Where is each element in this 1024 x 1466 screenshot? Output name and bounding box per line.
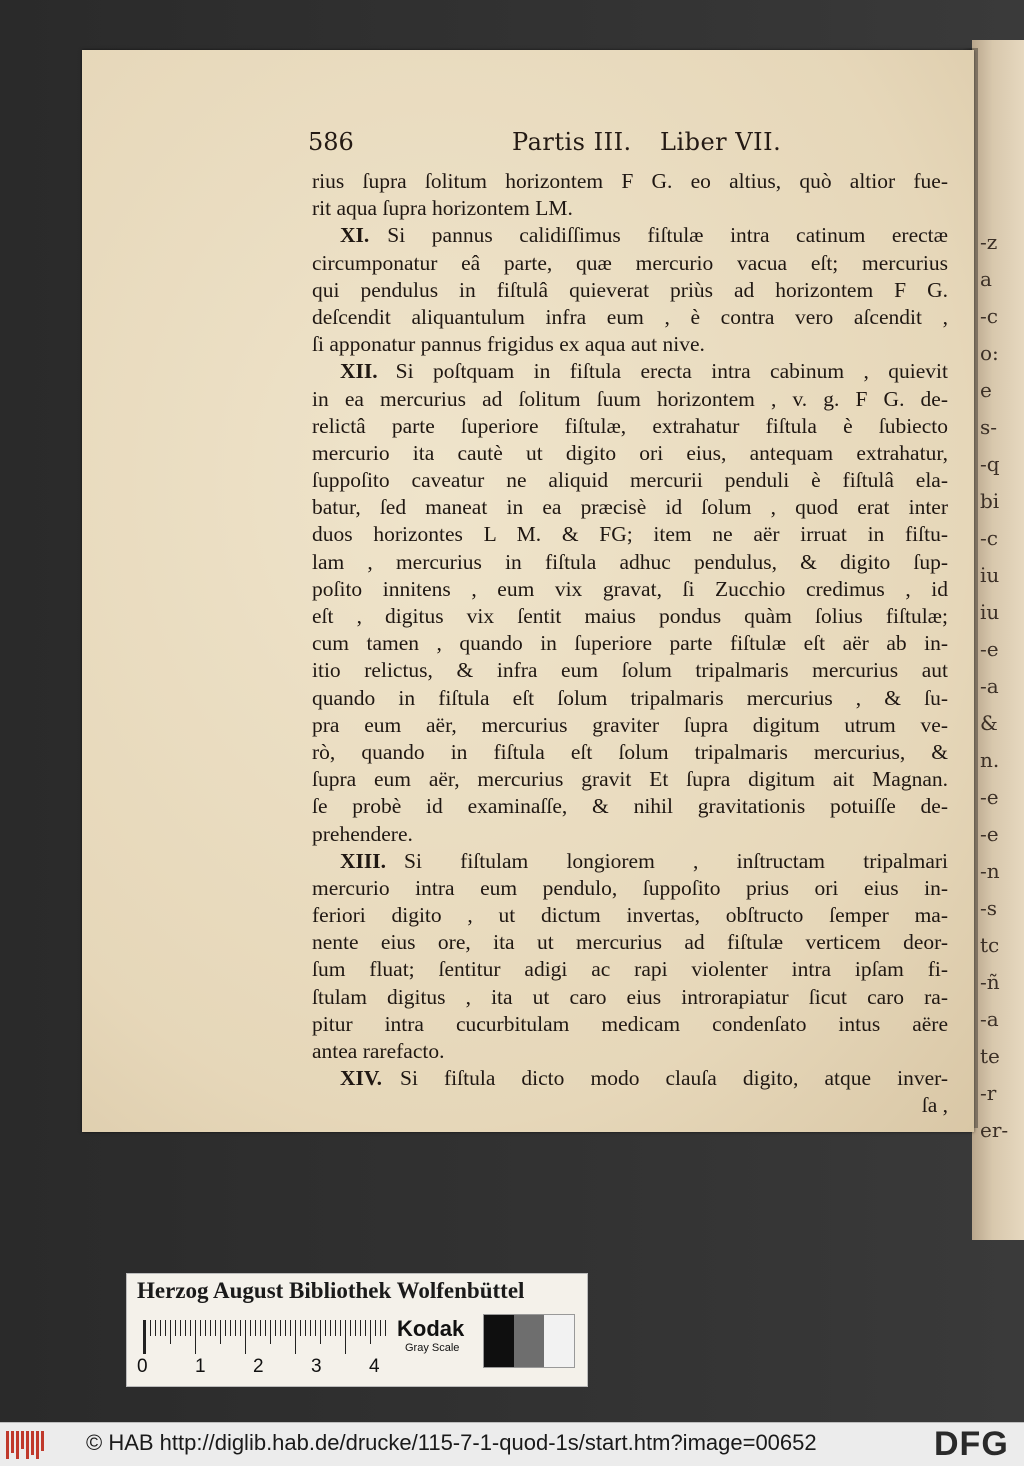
line-text: pitur intra cucurbitulam medicam condenſato intus aëre [312,1011,948,1036]
line-text: itio relictus, & infra eum ſolum tripalmaris mercurius aut [312,658,948,683]
adjacent-text-fragment: iu [980,563,1000,587]
text-line [312,195,948,222]
text-line [312,793,948,820]
ruler-tick [360,1320,361,1336]
line-text: feriori digito , ut dictum invertas, obſtructo ſemper ma- [312,903,948,928]
ruler-tick [340,1320,341,1336]
ruler-tick [170,1320,171,1344]
ruler-scale [143,1320,385,1354]
line-text: ſe probè id examinaſſe, & nihil gravitationis potuiſſe de- [312,794,948,819]
adjacent-text-fragment: -a [980,1007,999,1031]
ruler-tick [195,1320,196,1354]
text-line [312,848,948,875]
ruler-tick [245,1320,246,1354]
line-text: mercurio ita cautè ut digito ori eius, antequam extrahatur, [312,440,948,465]
ruler-tick [370,1320,371,1344]
adjacent-text-fragment: s- [980,415,998,439]
adjacent-text-fragment: o: [980,341,999,365]
adjacent-text-fragment: & [980,711,998,735]
adjacent-text-fragment: -r [980,1081,997,1105]
body-text [312,168,948,1120]
adjacent-text-fragment: n. [980,748,1000,772]
ruler-tick [315,1320,316,1336]
text-line [312,821,948,848]
adjacent-text-fragment: bi [980,489,1000,513]
ruler-tick [330,1320,331,1336]
line-text: nente eius ore, ita ut mercurius ad fiſtulæ verticem deor- [312,930,948,955]
line-text: Si poſtquam in fiſtula erecta intra cabinum , quievit [395,359,948,384]
adjacent-text-fragment: -e [980,785,999,809]
text-line [312,984,948,1011]
ruler-number: 1 [195,1356,206,1377]
line-text: deſcendit aliquantulum infra eum , è contra vero aſcendit , [312,304,948,329]
line-text: mercurio intra eum pendulo, ſuppoſito prius ori eius in- [312,875,948,900]
line-text: eſt , digitus vix ſentit maius pondus quàm ſolius fiſtulæ; [312,604,948,628]
line-text: lam , mercurius in fiſtula adhuc pendulus, & digito ſup- [312,549,948,574]
color-scale-card [126,1273,588,1387]
line-text: quando in fiſtula eſt ſolum tripalmaris mercurius , & ſu- [312,685,948,710]
line-text: rit aqua ſupra horizontem LM. [312,196,573,221]
ruler-tick [260,1320,261,1336]
adjacent-text-fragment: -s [980,896,998,920]
ruler-tick [185,1320,186,1336]
kodak-logo: Kodak [397,1316,465,1341]
barcode-bar [31,1431,34,1455]
copyright-link[interactable]: © HAB http://diglib.hab.de/drucke/115-7-1-quod-1s/start.htm?image=00652 [86,1430,817,1455]
adjacent-text-fragment: te [980,1044,1000,1068]
ruler-tick [270,1320,271,1344]
ruler-tick [220,1320,221,1344]
adjacent-text-fragment: iu [980,600,1000,624]
text-line [312,1092,948,1119]
adjacent-text-fragment: -a [980,674,999,698]
barcode-icon [6,1431,46,1459]
ruler-tick [145,1320,146,1354]
text-line [312,358,948,385]
line-text: poſito innitens , eum vix gravat, ſi Zucchio credimus , id [312,576,948,601]
ruler-tick [240,1320,241,1336]
gray-swatch [544,1315,574,1367]
ruler-tick [305,1320,306,1336]
ruler-tick [290,1320,291,1336]
barcode-bar [11,1431,14,1453]
ruler-tick [235,1320,236,1336]
running-head-part: Partis III. [512,128,632,156]
library-name: Herzog August Bibliothek Wolfenbüttel [137,1278,525,1303]
barcode-bar [16,1431,19,1459]
text-line [312,630,948,657]
adjacent-text-fragment: -c [980,526,998,550]
ruler-tick [295,1320,296,1354]
barcode-bar [26,1431,29,1459]
gray-swatch [514,1315,544,1367]
ruler-tick [345,1320,346,1354]
text-line [312,1038,948,1065]
line-text: qui pendulus in fiſtulâ quieverat priùs ad horizontem F G. [312,277,948,302]
ruler-number: 0 [137,1356,148,1377]
gray-scale-label: Gray Scale [405,1342,460,1354]
text-line [312,712,948,739]
ruler-number: 4 [369,1356,380,1377]
running-head-liber: Liber VII. [660,128,782,156]
line-text: circumponatur eâ parte, quæ mercurio vacua eſt; mercurius [312,250,948,275]
line-text: ſupra eum aër, mercurius gravit Et ſupra digitum ait Magnan. [312,767,948,792]
barcode-bar [41,1431,44,1451]
text-line [312,304,948,331]
line-text: ſi apponatur pannus frigidus ex aqua aut nive. [312,332,705,357]
ruler-tick [150,1320,151,1336]
ruler-tick [320,1320,321,1344]
ruler-tick [355,1320,356,1336]
line-text: antea rarefacto. [312,1039,445,1063]
dfg-logo[interactable]: DFG [934,1425,1009,1463]
page-number: 586 [308,128,354,156]
ruler-tick [350,1320,351,1336]
line-text: batur, ſed maneat in ea præcisè id ſolum , quod erat inter [312,495,948,520]
text-line [312,521,948,548]
gray-swatch [484,1315,514,1367]
line-text: Si pannus calidiſſimus fiſtulæ intra catinum erectæ [387,223,948,248]
line-text: cum tamen , quando in ſuperiore parte fiſtulæ eſt aër ab in- [312,631,948,656]
adjacent-text-fragment: e [980,378,992,402]
ruler-tick [285,1320,286,1336]
section-numeral: XII. [340,359,378,384]
adjacent-text-fragment: er- [980,1118,1009,1142]
ruler-tick [380,1320,381,1336]
adjacent-page-edge [972,40,1024,1240]
text-line [312,467,948,494]
ruler-tick [335,1320,336,1336]
ruler-number: 3 [311,1356,322,1377]
ruler-tick [385,1320,386,1336]
text-line [312,576,948,603]
line-text: Si fiſtula dicto modo clauſa digito, atque inver- [400,1066,948,1091]
ruler-tick [230,1320,231,1336]
line-text: ſtulam digitus , ita ut caro eius introrapiatur ſicut caro ra- [312,984,948,1009]
ruler-tick [275,1320,276,1336]
ruler-tick [225,1320,226,1336]
line-text: in ea mercurius ad ſolitum ſuum horizontem , v. g. F G. de- [312,386,948,411]
ruler-tick [215,1320,216,1336]
ruler-tick [165,1320,166,1336]
text-line [312,1011,948,1038]
text-line [312,549,948,576]
ruler-tick [210,1320,211,1336]
ruler-tick [310,1320,311,1336]
text-line [312,168,948,195]
text-line [312,1065,948,1092]
adjacent-text-fragment: -z [980,230,998,254]
ruler-number: 2 [253,1356,264,1377]
line-text: ſum fluat; ſentitur adigi ac rapi violenter intra ipſam fi- [312,957,948,982]
text-line [312,440,948,467]
section-numeral: XIII. [340,848,387,873]
ruler-tick [280,1320,281,1336]
running-head [230,128,790,162]
line-text: ſa , [921,1093,948,1118]
adjacent-text-fragment: a [980,267,992,291]
barcode-bar [21,1431,24,1449]
adjacent-text-fragment: -e [980,637,999,661]
viewer-footer [0,1422,1024,1466]
ruler-tick [250,1320,251,1336]
adjacent-text-fragment: -ñ [980,970,1000,994]
ruler-tick [265,1320,266,1336]
ruler-tick [190,1320,191,1336]
text-line [312,657,948,684]
ruler-tick [175,1320,176,1336]
barcode-bar [6,1431,9,1459]
ruler-tick [180,1320,181,1336]
adjacent-text-fragment: -n [980,859,1000,883]
line-text: rius ſupra ſolitum horizontem F G. eo altius, quò altior fue- [312,169,948,193]
adjacent-text-fragment: -e [980,822,999,846]
line-text: relictâ parte ſuperiore fiſtulæ, extrahatur fiſtula è ſubiecto [312,413,948,438]
text-line [312,929,948,956]
line-text: Si fiſtulam longiorem , inſtructam tripalmari [404,848,948,873]
text-line [312,766,948,793]
ruler-tick [200,1320,201,1336]
ruler-tick [300,1320,301,1336]
adjacent-text-fragment: -q [980,452,1000,476]
section-numeral: XIV. [340,1066,383,1091]
barcode-bar [36,1431,39,1459]
line-text: prehendere. [312,821,413,846]
adjacent-text-fragment: tc [980,933,1000,957]
line-text: duos horizontes L M. & FG; item ne aër irruat in fiſtu- [312,522,948,547]
text-line [312,875,948,902]
text-line [312,386,948,413]
line-text: pra eum aër, mercurius graviter ſupra digitum utrum ve- [312,712,948,737]
text-line [312,494,948,521]
text-line [312,222,948,249]
line-text: ſuppoſito caveatur ne aliquid mercurii penduli è fiſtulâ ela- [312,468,948,493]
ruler-tick [365,1320,366,1336]
text-line [312,739,948,766]
ruler-tick [325,1320,326,1336]
ruler-numbers [137,1356,387,1378]
text-line [312,250,948,277]
text-line [312,956,948,983]
ruler-tick [155,1320,156,1336]
line-text: rò, quando in fiſtula eſt ſolum tripalmaris mercurius, & [312,739,948,764]
ruler-tick [160,1320,161,1336]
text-line [312,277,948,304]
text-line [312,685,948,712]
ruler-tick [255,1320,256,1336]
text-line [312,331,948,358]
adjacent-text-fragment: -c [980,304,998,328]
ruler-tick [375,1320,376,1336]
gray-swatches [483,1314,575,1368]
text-line [312,603,948,630]
text-line [312,902,948,929]
text-line [312,413,948,440]
ruler-tick [205,1320,206,1336]
section-numeral: XI. [340,223,370,248]
